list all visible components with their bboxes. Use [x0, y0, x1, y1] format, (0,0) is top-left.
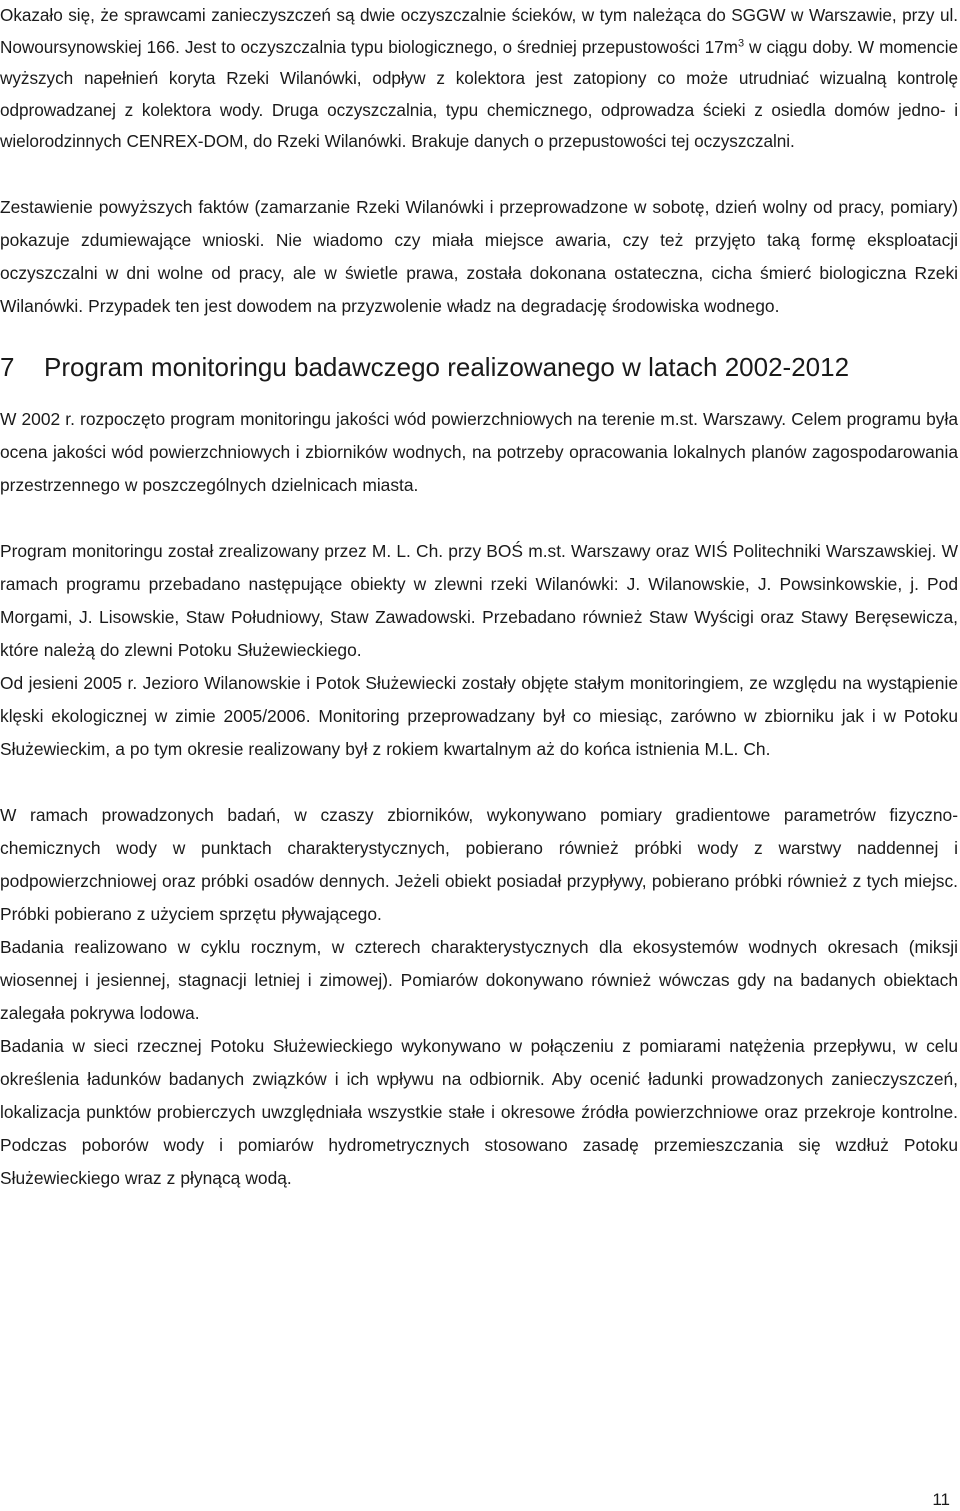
paragraph-spacer: [0, 766, 958, 799]
paragraph-continuous-monitoring: Od jesieni 2005 r. Jezioro Wilanowskie i Potok Służewiecki zostały objęte stałym monitoringiem, ze względu na wystąpienie klęski ekologicznej w zimie 2005/2006. Monitoring przeprowadzany był co miesiąc, zarówno w zbiorniku jak i w Potoku Służewieckim, a po tym okresie realizowany był z rokiem kwartalnym aż do końca istnienia M.L. Ch.: [0, 672, 958, 759]
section-number: 7: [0, 351, 15, 382]
section-spacer: [0, 323, 958, 349]
paragraph-program-realization: Program monitoringu został zrealizowany przez M. L. Ch. przy BOŚ m.st. Warszawy oraz WIŚ Politechniki Warszawskiej. W ramach programu przebadano następujące obiekty w zlewni rzeki Wilanówki: J. Wilanowskie, J. Powsinkowskie, j. Pod Morgami, J. Lisowskie, Staw Południowy, Staw Zawadowski. Przebadano również Staw Wyścigi oraz Stawy Beręsewicza, które należą do zlewni Potoku Służewieckiego.: [0, 540, 958, 660]
paragraph-annual-cycle: Badania realizowano w cyklu rocznym, w czterech charakterystycznych dla ekosystemów wodnych okresach (miksji wiosennej i jesiennej, stagnacji letniej i zimowej). Pomiarów dokonywano również wówczas gdy na badanych obiektach zalegała pokrywa lodowa.: [0, 936, 958, 1023]
superscript-cubic: 3: [737, 36, 745, 49]
page-number: 11: [932, 1490, 950, 1509]
paragraph-spacer: [0, 502, 958, 535]
paragraph-text-continued: w ciągu doby. W momencie wyższych napełnień koryta Rzeki Wilanówki, odpływ z kolektora jest zatopiony co może utrudniać wizualną kontrolę odprowadzanej z kolektora wody. Druga oczyszczalnia, typu chemicznego, odprowadza ścieki z osiedla domów jedno- i wielorodzinnych CENREX-DOM, do Rzeki Wilanówki. Brakuje danych o przepustowości tej oczyszczalni.: [0, 36, 958, 152]
paragraph-spacer: [0, 158, 958, 191]
paragraph-conclusions: Zestawienie powyższych faktów (zamarzanie Rzeki Wilanówki i przeprowadzone w sobotę, dzień wolny od pracy, pomiary) pokazuje zdumiewające wnioski. Nie wiadomo czy miała miejsce awaria, czy też przyjęto taką formę eksploatacji oczyszczalni w dni wolne od pracy, ale w świetle prawa, została dokonana ostateczna, cicha śmierć biologiczna Rzeki Wilanówki. Przypadek ten jest dowodem na przyzwolenie władz na degradację środowiska wodnego.: [0, 196, 958, 316]
paragraph-sewage-plants: [0, 0, 958, 158]
section-heading: [0, 349, 958, 403]
section-title: Program monitoringu badawczego realizowanego w latach 2002-2012: [44, 351, 850, 382]
paragraph-text: Okazało się, że sprawcami zanieczyszczeń są dwie oczyszczalnie ścieków, w tym należąca do SGGW w Warszawie, przy ul. Nowoursynowskiej 166. Jest to oczyszczalnia typu biologicznego, o średniej przepustowości 17m: [0, 5, 958, 57]
paragraph-river-network: Badania w sieci rzecznej Potoku Służewieckiego wykonywano w połączeniu z pomiarami natężenia przepływu, w celu określenia ładunków badanych związków i ich wpływu na odbiornik. Aby ocenić ładunki prowadzonych zanieczyszczeń, lokalizacja punktów probierczych uwzględniała wszystkie stałe i okresowe źródła powierzchniowe oraz przekroje kontrolne. Podczas poborów wody i pomiarów hydrometrycznych stosowano zasadę przemieszczania się wzdłuż Potoku Służewieckiego wraz z płynącą wodą.: [0, 1035, 958, 1188]
paragraph-research-methods: W ramach prowadzonych badań, w czaszy zbiorników, wykonywano pomiary gradientowe parametrów fizyczno-chemicznych wody w punktach charakterystycznych, pobierano również próbki wody z warstwy naddennej i podpowierzchniowej oraz próbki osadów dennych. Jeżeli obiekt posiadał przypływy, pobierano próbki również z tych miejsc. Próbki pobierano z użyciem sprzętu pływającego.: [0, 804, 958, 924]
paragraph-program-start: W 2002 r. rozpoczęto program monitoringu jakości wód powierzchniowych na terenie m.st. Warszawy. Celem programu była ocena jakości wód powierzchniowych i zbiorników wodnych, na potrzeby opracowania lokalnych planów zagospodarowania przestrzennego w poszczególnych dzielnicach miasta.: [0, 408, 958, 495]
